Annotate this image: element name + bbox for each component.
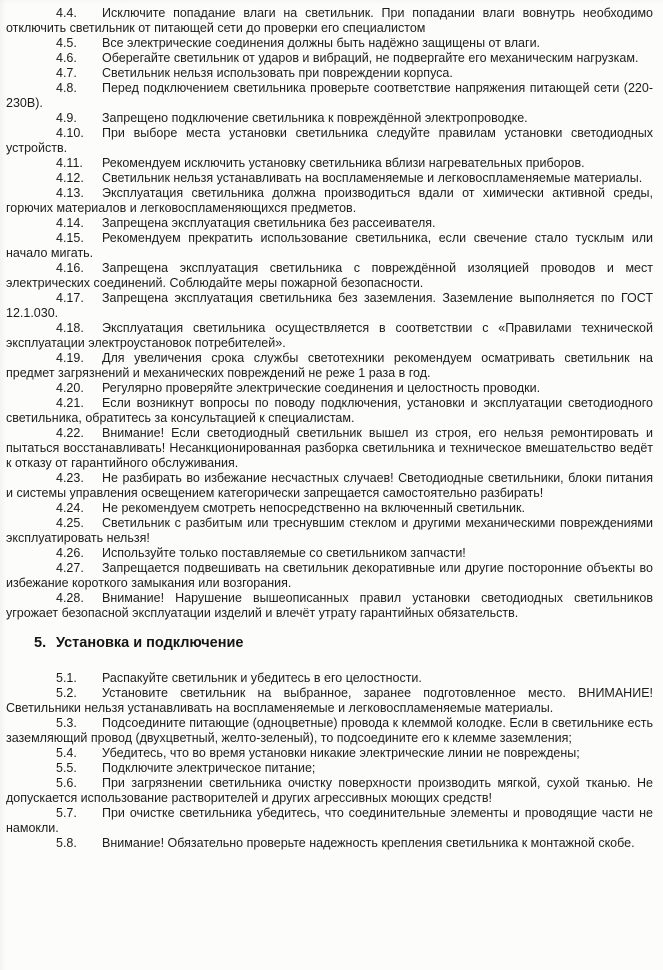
numbered-list-item [6,671,653,686]
section-5-heading-number: 5. [34,635,47,651]
item-text: Запрещена эксплуатация светильника с повреждённой изоляцией проводов и мест электрических соединений. Соблюдайте меры пожарной безопасности. [6,261,653,290]
numbered-list-item [6,561,653,591]
item-text: Не разбирать во избежание несчастных случаев! Светодиодные светильники, блоки питания и системы управления освещением категорически запрещается самостоятельно разбирать! [6,471,653,500]
numbered-list-item [6,396,653,426]
section-5-heading [6,634,653,652]
item-number: 4.25. [56,516,84,530]
item-number: 4.10. [56,126,84,140]
item-number: 4.24. [56,501,84,515]
item-text: Рекомендуем прекратить использование светильника, если свечение стало тусклым или начало мигать. [6,231,653,260]
item-number: 5.2. [56,686,77,700]
item-text: Оберегайте светильник от ударов и вибраций, не подвергайте его механическим нагрузкам. [102,51,639,65]
section-5-installation-steps-list [6,671,653,851]
item-text: Запрещена эксплуатация светильника без рассеивателя. [102,216,436,230]
item-number: 4.4. [56,6,77,20]
section-5-heading-label: Установка и подключение [56,635,244,651]
item-text: Рекомендуем исключить установку светильника вблизи нагревательных приборов. [102,156,585,170]
numbered-list-item [6,516,653,546]
item-text: Светильник нельзя устанавливать на воспламеняемые и легковоспламеняемые материалы. [102,171,643,185]
item-text: При очистке светильника убедитесь, что соединительные элементы и проводящие части не намокли. [6,806,653,835]
item-number: 5.1. [56,671,77,685]
item-text: Все электрические соединения должны быть надёжно защищены от влаги. [102,36,541,50]
numbered-list-item [6,351,653,381]
item-text: Светильник с разбитым или треснувшим стеклом и другими механическими повреждениями эксплуатировать нельзя! [6,516,653,545]
item-number: 4.26. [56,546,84,560]
numbered-list-item [6,171,653,186]
numbered-list-item [6,291,653,321]
item-number: 5.7. [56,806,77,820]
item-number: 4.17. [56,291,84,305]
item-text: Распакуйте светильник и убедитесь в его целостности. [102,671,422,685]
numbered-list-item [6,6,653,36]
item-text: Перед подключением светильника проверьте соответствие напряжения питающей сети (220-230В). [6,81,653,110]
item-text: Запрещено подключение светильника к повреждённой электропроводке. [102,111,528,125]
item-number: 4.9. [56,111,77,125]
item-number: 4.6. [56,51,77,65]
item-number: 4.28. [56,591,84,605]
item-text: Установите светильник на выбранное, заранее подготовленное место. ВНИМАНИЕ! Светильники нельзя устанавливать на воспламеняемые и легковоспламеняемые материалы. [6,686,653,715]
item-text: Запрещена эксплуатация светильника без заземления. Заземление выполняется по ГОСТ 12.1.030. [6,291,653,320]
numbered-list-item [6,546,653,561]
item-number: 4.22. [56,426,84,440]
item-number: 4.16. [56,261,84,275]
item-text: Для увеличения срока службы светотехники рекомендуем осматривать светильник на предмет загрязнений и механических повреждений не реже 1 раза в год. [6,351,653,380]
numbered-list-item [6,156,653,171]
item-number: 5.5. [56,761,77,775]
item-number: 4.20. [56,381,84,395]
numbered-list-item [6,836,653,851]
item-text: Подсоедините питающие (одноцветные) провода к клеммой колодке. Если в светильнике есть заземляющий провод (двухцветный, желто-зеленый), то подсоедините его к клемме заземления; [6,716,653,745]
numbered-list-item [6,126,653,156]
numbered-list-item [6,761,653,776]
item-number: 4.5. [56,36,77,50]
numbered-list-item [6,716,653,746]
item-text: При загрязнении светильника очистку поверхности производить мягкой, сухой тканью. Не допускается использование растворителей и других агрессивных моющих средств! [6,776,653,805]
item-text: Запрещается подвешивать на светильник декоративные или другие посторонние объекты во избежание короткого замыкания или возгорания. [6,561,653,590]
numbered-list-item [6,36,653,51]
item-number: 5.8. [56,836,77,850]
item-text: Подключите электрическое питание; [102,761,316,775]
item-number: 5.4. [56,746,77,760]
item-text: Внимание! Если светодиодный светильник вышел из строя, его нельзя ремонтировать и пытаться восстанавливать! Несанкционированная разборка светильника и техническое вмешательство ведёт к отказу от гарантийного обслуживания. [6,426,653,470]
item-text: Эксплуатация светильника осуществляется в соответствии с «Правилами технической эксплуатации электроустановок потребителей». [6,321,653,350]
numbered-list-item [6,66,653,81]
item-number: 4.8. [56,81,77,95]
numbered-list-item [6,186,653,216]
item-text: Регулярно проверяйте электрические соединения и целостность проводки. [102,381,541,395]
item-text: Если возникнут вопросы по поводу подключения, установки и эксплуатации светодиодного светильника, обратитесь за консультацией к специалистам. [6,396,653,425]
numbered-list-item [6,471,653,501]
section-4-safety-rules-list [6,6,653,621]
item-number: 4.15. [56,231,84,245]
item-number: 4.13. [56,186,84,200]
item-text: Эксплуатация светильника должна производиться вдали от химически активной среды, горючих материалов и легковоспламеняющихся предметов. [6,186,653,215]
item-number: 4.12. [56,171,84,185]
numbered-list-item [6,686,653,716]
numbered-list-item [6,501,653,516]
item-number: 4.27. [56,561,84,575]
item-number: 5.3. [56,716,77,730]
numbered-list-item [6,216,653,231]
item-number: 4.14. [56,216,84,230]
item-number: 4.18. [56,321,84,335]
item-number: 5.6. [56,776,77,790]
numbered-list-item [6,426,653,471]
item-text: Убедитесь, что во время установки никакие электрические линии не повреждены; [102,746,580,760]
item-text: Используйте только поставляемые со светильником запчасти! [102,546,466,560]
item-text: Исключите попадание влаги на светильник. При попадании влаги вовнутрь необходимо отключить светильник от питающей сети до проверки его специалистом [6,6,653,35]
numbered-list-item [6,81,653,111]
item-number: 4.21. [56,396,84,410]
item-number: 4.23. [56,471,84,485]
item-number: 4.19. [56,351,84,365]
numbered-list-item [6,111,653,126]
numbered-list-item [6,806,653,836]
numbered-list-item [6,591,653,621]
item-text: Внимание! Нарушение вышеописанных правил установки светодиодных светильников угрожает безопасной эксплуатации изделий и влечёт утрату гарантийных обязательств. [6,591,653,620]
item-text: Светильник нельзя использовать при повреждении корпуса. [102,66,453,80]
item-number: 4.11. [56,156,83,170]
numbered-list-item [6,776,653,806]
numbered-list-item [6,51,653,66]
item-text: Не рекомендуем смотреть непосредственно на включенный светильник. [102,501,525,515]
numbered-list-item [6,321,653,351]
numbered-list-item [6,261,653,291]
numbered-list-item [6,746,653,761]
numbered-list-item [6,381,653,396]
item-number: 4.7. [56,66,77,80]
numbered-list-item [6,231,653,261]
item-text: При выборе места установки светильника следуйте правилам установки светодиодных устройств. [6,126,653,155]
item-text: Внимание! Обязательно проверьте надежность крепления светильника к монтажной скобе. [102,836,635,850]
